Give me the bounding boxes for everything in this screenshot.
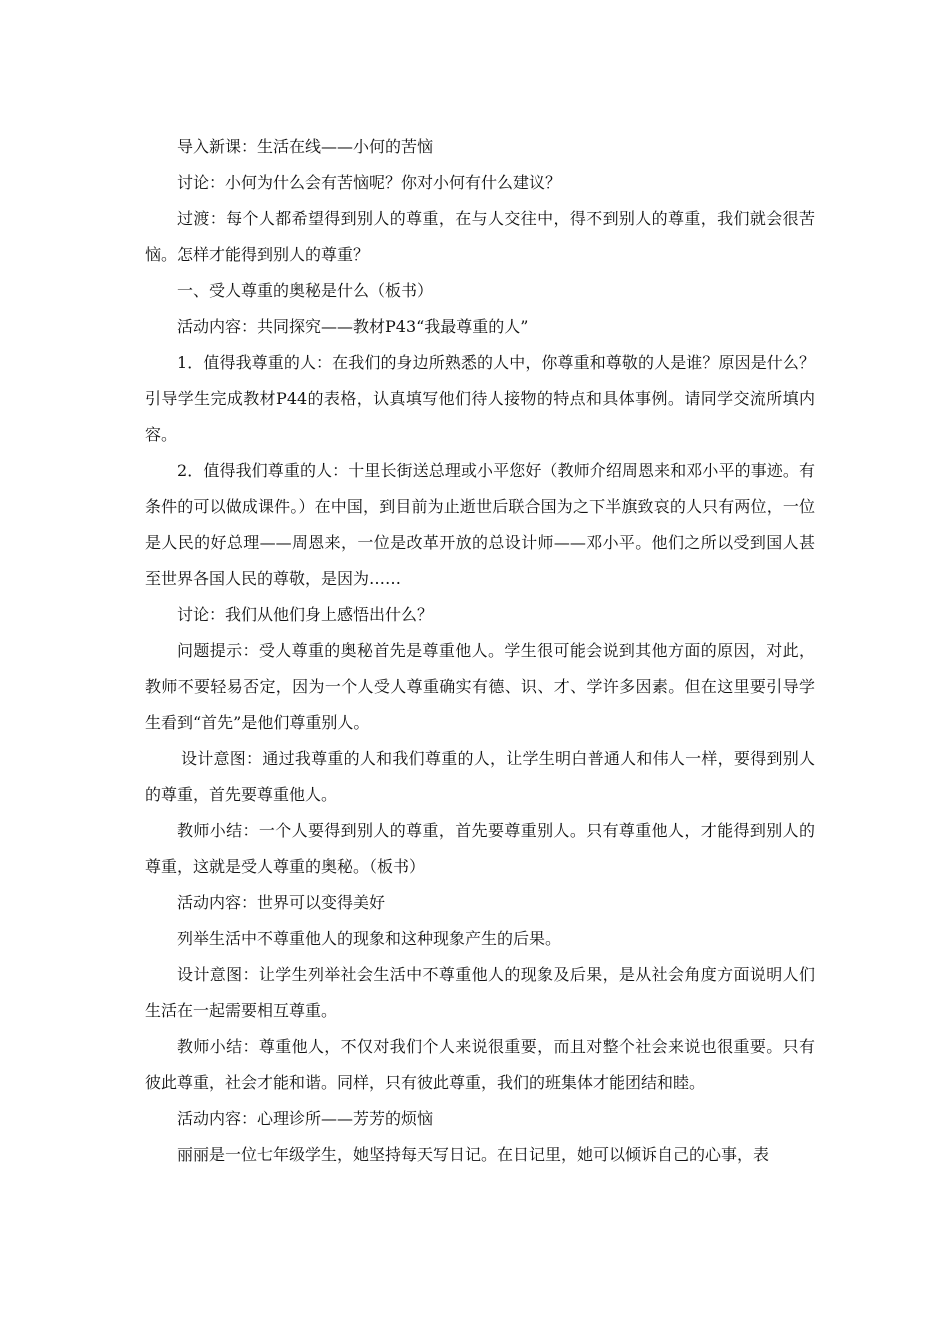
paragraph-intro-new-lesson: 导入新课：生活在线——小何的苦恼 xyxy=(177,137,434,156)
document-body xyxy=(145,129,815,1173)
paragraph-list-phenomena: 列举生活中不尊重他人的现象和这种现象产生的后果。 xyxy=(177,929,562,948)
paragraph-design-intent-1: 设计意图：通过我尊重的人和我们尊重的人，让学生明白普通人和伟人一样，要得到别人的尊重，首先要尊重他人。 xyxy=(145,749,815,804)
paragraph-transition: 过渡：每个人都希望得到别人的尊重，在与人交往中，得不到别人的尊重，我们就会很苦恼。怎样才能得到别人的尊重？ xyxy=(145,209,815,264)
paragraph-activity-2: 活动内容：世界可以变得美好 xyxy=(177,893,386,912)
paragraph-discussion-1: 讨论：小何为什么会有苦恼呢？你对小何有什么建议？ xyxy=(177,173,562,192)
paragraph-item-1: 1．值得我尊重的人：在我们的身边所熟悉的人中，你尊重和尊敬的人是谁？原因是什么？引导学生完成教材P44的表格，认真填写他们待人接物的特点和具体事例。请同学交流所填内容。 xyxy=(145,353,815,444)
paragraph-case-lili: 丽丽是一位七年级学生，她坚持每天写日记。在日记里，她可以倾诉自己的心事，表 xyxy=(177,1145,770,1164)
section-heading-1: 一、受人尊重的奥秘是什么（板书） xyxy=(177,281,434,300)
paragraph-activity-1: 活动内容：共同探究——教材P43“我最尊重的人” xyxy=(177,317,529,336)
paragraph-teacher-summary-2: 教师小结：尊重他人，不仅对我们个人来说很重要，而且对整个社会来说也很重要。只有彼此尊重，社会才能和谐。同样，只有彼此尊重，我们的班集体才能团结和睦。 xyxy=(145,1037,815,1092)
paragraph-item-2: 2．值得我们尊重的人：十里长街送总理或小平您好（教师介绍周恩来和邓小平的事迹。有条件的可以做成课件。）在中国，到目前为止逝世后联合国为之下半旗致哀的人只有两位，一位是人民的好总理——周恩来，一位是改革开放的总设计师——邓小平。他们之所以受到国人甚至世界各国人民的尊敬，是因为…… xyxy=(145,461,815,588)
paragraph-activity-3: 活动内容：心理诊所——芳芳的烦恼 xyxy=(177,1109,434,1128)
paragraph-teacher-summary-1: 教师小结：一个人要得到别人的尊重，首先要尊重别人。只有尊重他人，才能得到别人的尊重，这就是受人尊重的奥秘。（板书） xyxy=(145,821,815,876)
paragraph-hint: 问题提示：受人尊重的奥秘首先是尊重他人。学生很可能会说到其他方面的原因，对此，教师不要轻易否定，因为一个人受人尊重确实有德、识、才、学许多因素。但在这里要引导学生看到“首先”是他们尊重别人。 xyxy=(145,641,815,732)
paragraph-discussion-2: 讨论：我们从他们身上感悟出什么？ xyxy=(177,605,434,624)
paragraph-design-intent-2: 设计意图：让学生列举社会生活中不尊重他人的现象及后果，是从社会角度方面说明人们生活在一起需要相互尊重。 xyxy=(145,965,815,1020)
